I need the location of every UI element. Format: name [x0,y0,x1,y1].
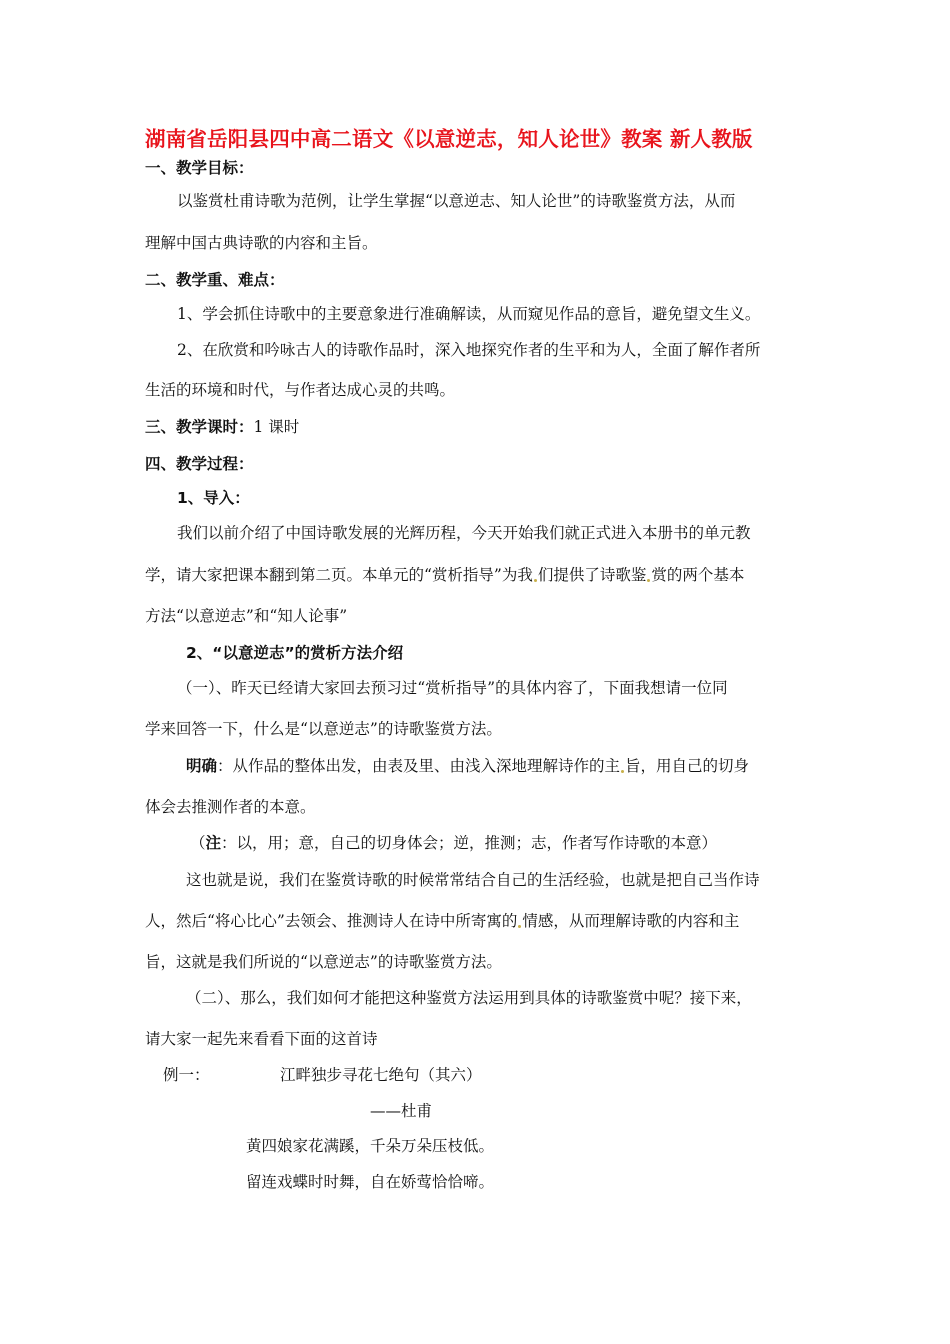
paragraph [145,909,739,931]
poem-line: 黄四娘家花满蹊，千朵万朵压枝低。 [246,1137,495,1155]
paragraph: 学来回答一下，什么是“以意逆志”的诗歌鉴赏方法。 [145,720,502,738]
paragraph: （一）、昨天已经请大家回去预习过“赏析指导”的具体内容了，下面我想请一位同 [177,679,728,697]
poem-author: ——杜甫 [370,1102,433,1120]
dot-mark [621,770,624,773]
clarify-paragraph [186,754,749,776]
poem-title: 江畔独步寻花七绝句（其六） [280,1066,482,1084]
note-label: 注 [205,834,222,852]
document-title: 湖南省岳阳县四中高二语文《以意逆志，知人论世》教案 新人教版 [145,127,753,151]
section-heading-key-points: 二、教学重、难点： [145,271,285,289]
dot-mark [647,579,650,582]
paragraph: 旨，这就是我们所说的“以意逆志”的诗歌鉴赏方法。 [145,953,502,971]
text-run: 赏的两个基本 [651,566,745,584]
paragraph: 请大家一起先来看看下面的这首诗 [145,1030,378,1048]
text-run: （ [190,834,206,852]
section-heading-process: 四、教学过程： [145,455,254,473]
dot-mark [534,579,537,582]
paragraph: 1、学会抓住诗歌中的主要意象进行准确解读，从而窥见作品的意旨，避免望文生义。 [177,305,761,323]
paragraph [145,563,744,585]
section-heading-objectives: 一、教学目标： [145,159,254,177]
paragraph: 方法“以意逆志”和“知人论事” [145,607,348,625]
text-run: 人，然后“将心比心”去领会、推测诗人在诗中所寄寓的 [145,912,518,930]
dot-mark [518,925,521,928]
step-heading-method: 2、“以意逆志”的赏析方法介绍 [186,644,404,662]
text-run: 学，请大家把课本翻到第二页。本单元的“赏析指导”为我 [145,566,533,584]
paragraph: 理解中国古典诗歌的内容和主旨。 [145,234,378,252]
section-heading-hours [145,415,299,437]
paragraph: （二）、那么，我们如何才能把这种鉴赏方法运用到具体的诗歌鉴赏中呢？接下来， [186,989,752,1007]
paragraph: 体会去推测作者的本意。 [145,798,316,816]
paragraph: 2、在欣赏和吟咏古人的诗歌作品时，深入地探究作者的生平和为人，全面了解作者所 [177,341,761,359]
note-paragraph [190,831,717,853]
text-run: 情感，从而理解诗歌的内容和主 [522,912,740,930]
text-run: ：从作品的整体出发，由表及里、由浅入深地理解诗作的主 [217,757,621,775]
text-run: ：以，用；意，自己的切身体会；逆，推测；志，作者写作诗歌的本意） [221,834,718,852]
paragraph: 以鉴赏杜甫诗歌为范例，让学生掌握“以意逆志、知人论世”的诗歌鉴赏方法，从而 [177,192,736,210]
step-heading-intro: 1、导入： [177,489,250,507]
paragraph: 生活的环境和时代，与作者达成心灵的共鸣。 [145,381,456,399]
text-run: 们提供了诗歌鉴 [537,566,647,584]
text-run: 旨，用自己的切身 [625,757,750,775]
example-label: 例一： [163,1066,210,1084]
paragraph: 我们以前介绍了中国诗歌发展的光辉历程，今天开始我们就正式进入本册书的单元教 [177,524,751,542]
poem-line: 留连戏蝶时时舞，自在娇莺恰恰啼。 [246,1173,495,1191]
hours-value: 1 课时 [253,418,300,436]
hours-label: 三、教学课时： [145,418,254,436]
clarify-label: 明确 [186,757,218,775]
paragraph: 这也就是说，我们在鉴赏诗歌的时候常常结合自己的生活经验，也就是把自己当作诗 [186,871,760,889]
